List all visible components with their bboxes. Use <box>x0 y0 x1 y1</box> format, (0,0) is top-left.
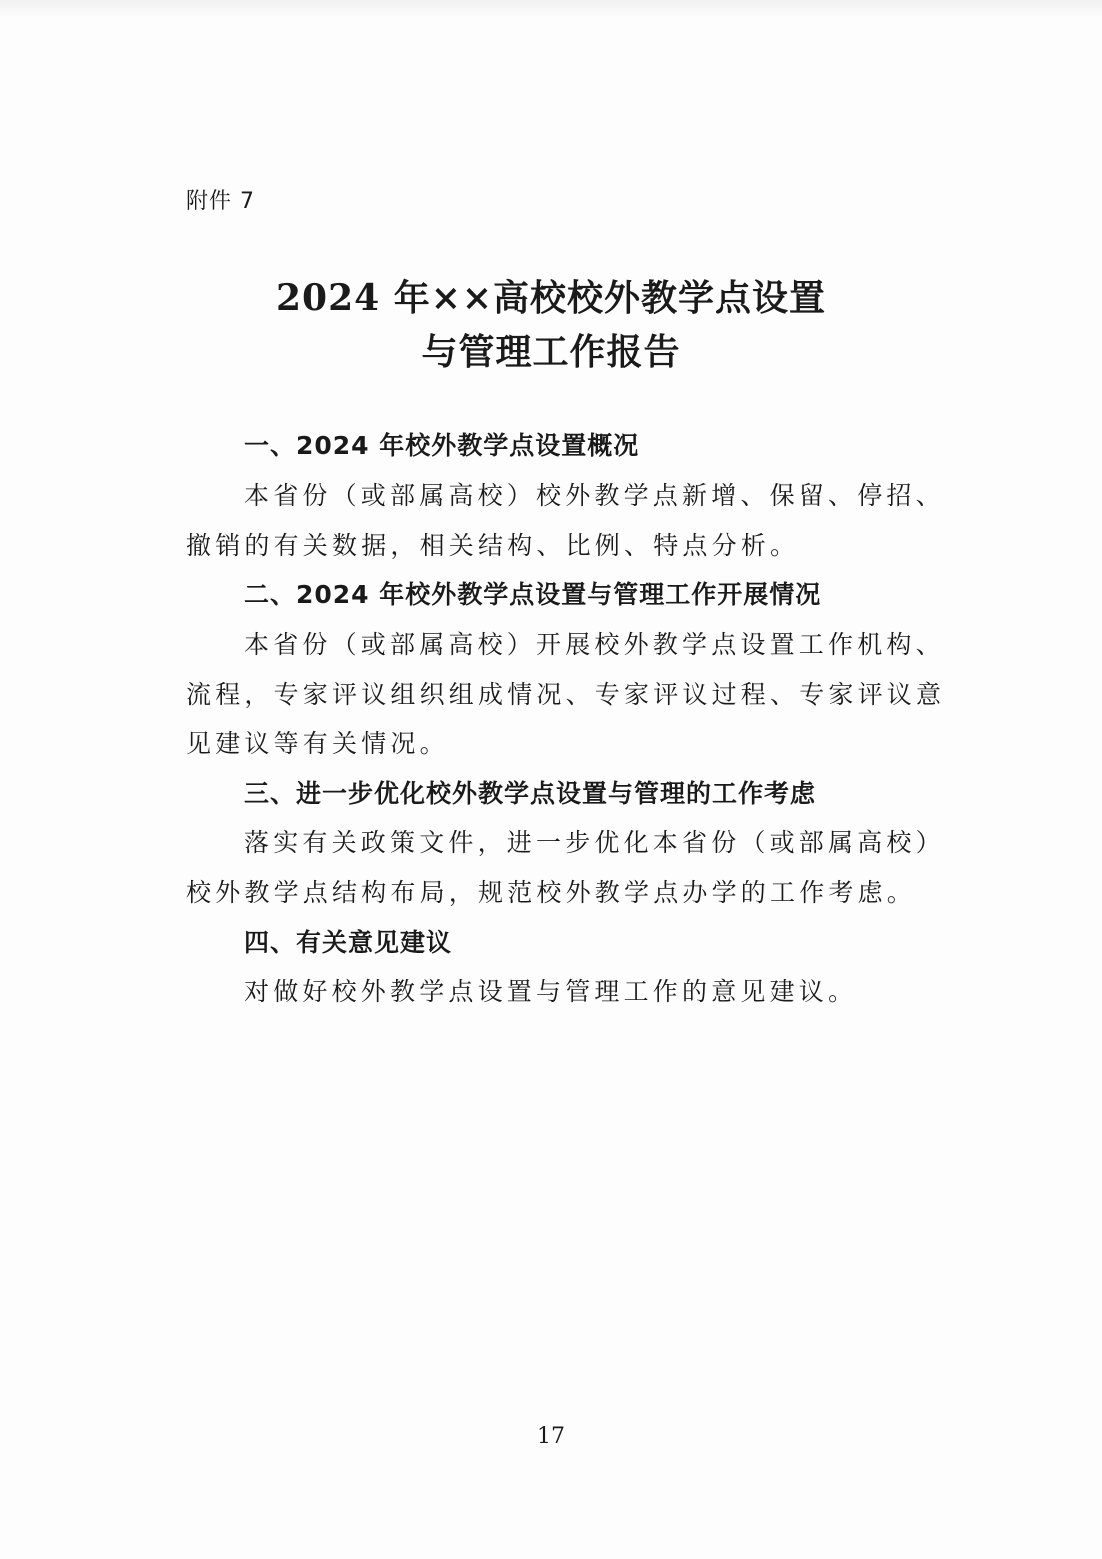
section-heading-2: 二、2024 年校外教学点设置与管理工作开展情况 <box>244 580 822 609</box>
section-2-line-1: 本省份（或部属高校）开展校外教学点设置工作机构、 <box>244 630 945 659</box>
section-2-line-3: 见建议等有关情况。 <box>186 729 449 758</box>
attachment-label: 附件 7 <box>186 189 255 214</box>
page-number: 17 <box>537 1424 565 1449</box>
scan-shadow <box>0 0 1102 18</box>
section-3-line-2: 校外教学点结构布局，规范校外教学点办学的工作考虑。 <box>186 878 917 907</box>
section-3-line-1: 落实有关政策文件，进一步优化本省份（或部属高校） <box>244 828 945 857</box>
section-4-line-1: 对做好校外教学点设置与管理工作的意见建议。 <box>244 977 858 1006</box>
section-heading-1: 一、2024 年校外教学点设置概况 <box>244 431 640 460</box>
section-1-line-1: 本省份（或部属高校）校外教学点新增、保留、停招、 <box>244 481 945 510</box>
document-title-line-1: 2024 年××高校校外教学点设置 <box>275 277 827 319</box>
section-1-line-2: 撤销的有关数据，相关结构、比例、特点分析。 <box>186 531 800 560</box>
section-2-line-2: 流程，专家评议组织组成情况、专家评议过程、专家评议意 <box>186 680 946 709</box>
section-heading-3: 三、进一步优化校外教学点设置与管理的工作考虑 <box>244 779 817 808</box>
section-heading-4: 四、有关意见建议 <box>244 928 453 957</box>
document-title-line-2: 与管理工作报告 <box>421 331 681 373</box>
